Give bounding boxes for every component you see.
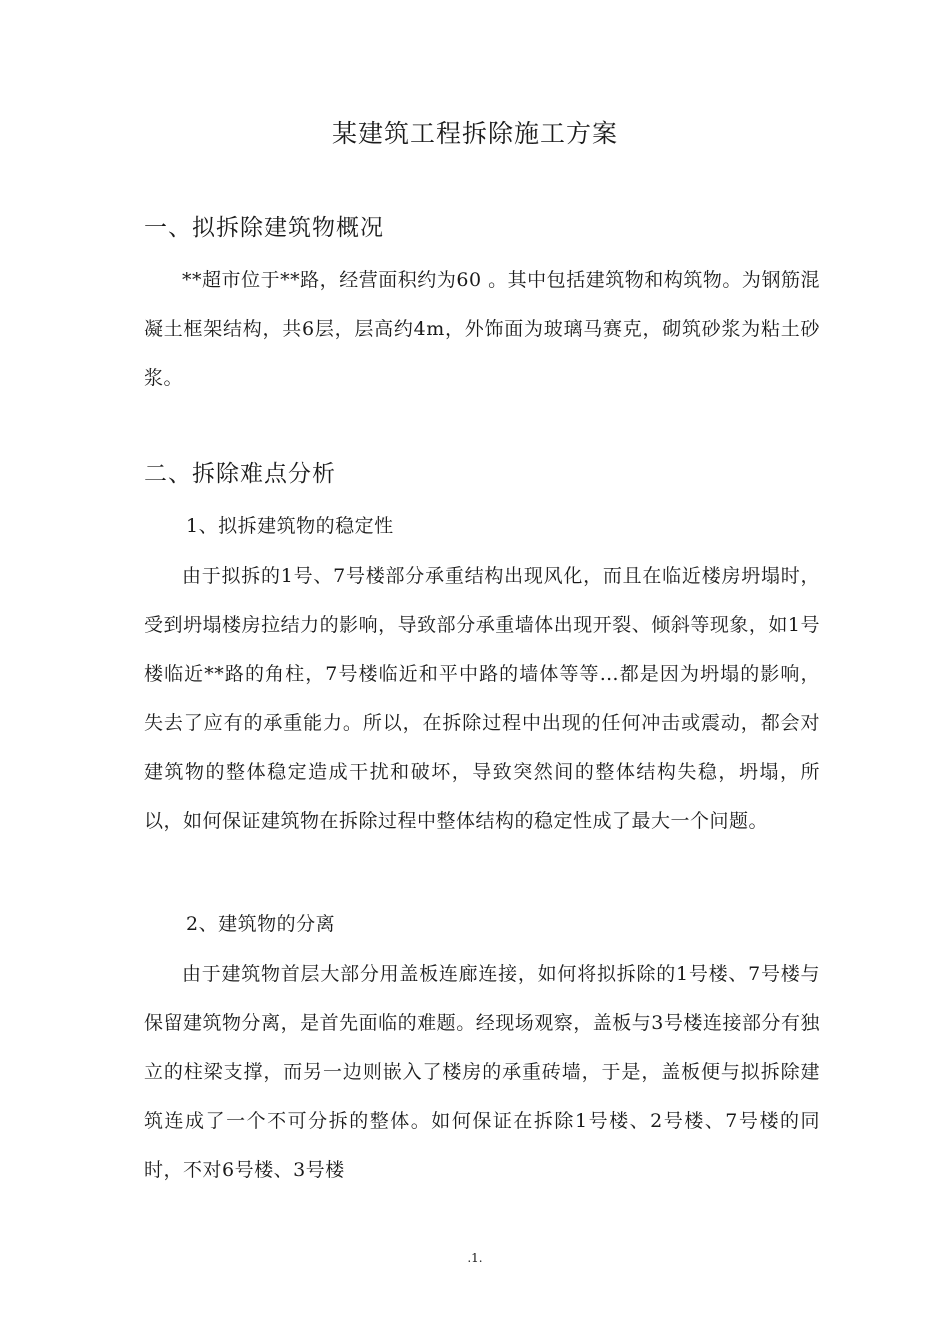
document-title: 某建筑工程拆除施工方案 bbox=[331, 119, 618, 148]
subsection-2-paragraph: 由于建筑物首层大部分用盖板连廊连接，如何将拟拆除的1号楼、7号楼与保留建筑物分离，是首先面临的难题。经现场观察，盖板与3号楼连接部分有独立的柱梁支撑，而另一边则嵌入了楼房的承重砖墙，于是，盖板便与拟拆除建筑连成了一个不可分拆的整体。如何保证在拆除1号楼、2号楼、7号楼的同时，不对6号楼、3号楼 bbox=[144, 963, 820, 1181]
page-number: .1. bbox=[467, 1251, 483, 1265]
subsection-1-heading: 1、拟拆建筑物的稳定性 bbox=[186, 515, 394, 537]
section-2-heading: 二、拆除难点分析 bbox=[144, 461, 336, 487]
subsection-1-paragraph: 由于拟拆的1号、7号楼部分承重结构出现风化，而且在临近楼房坍塌时，受到坍塌楼房拉结力的影响，导致部分承重墙体出现开裂、倾斜等现象，如1号楼临近**路的角柱，7号楼临近和平中路的墙体等等…都是因为坍塌的影响，失去了应有的承重能力。所以，在拆除过程中出现的任何冲击或震动，都会对建筑物的整体稳定造成干扰和破坏，导致突然间的整体结构失稳，坍塌，所以，如何保证建筑物在拆除过程中整体结构的稳定性成了最大一个问题。 bbox=[144, 565, 820, 832]
section-1-heading: 一、拟拆除建筑物概况 bbox=[144, 215, 384, 241]
subsection-2-heading: 2、建筑物的分离 bbox=[186, 913, 336, 935]
section-1-paragraph: **超市位于**路，经营面积约为60 。其中包括建筑物和构筑物。为钢筋混凝土框架结构，共6层，层高约4m，外饰面为玻璃马赛克，砌筑砂浆为粘土砂浆。 bbox=[144, 269, 820, 389]
